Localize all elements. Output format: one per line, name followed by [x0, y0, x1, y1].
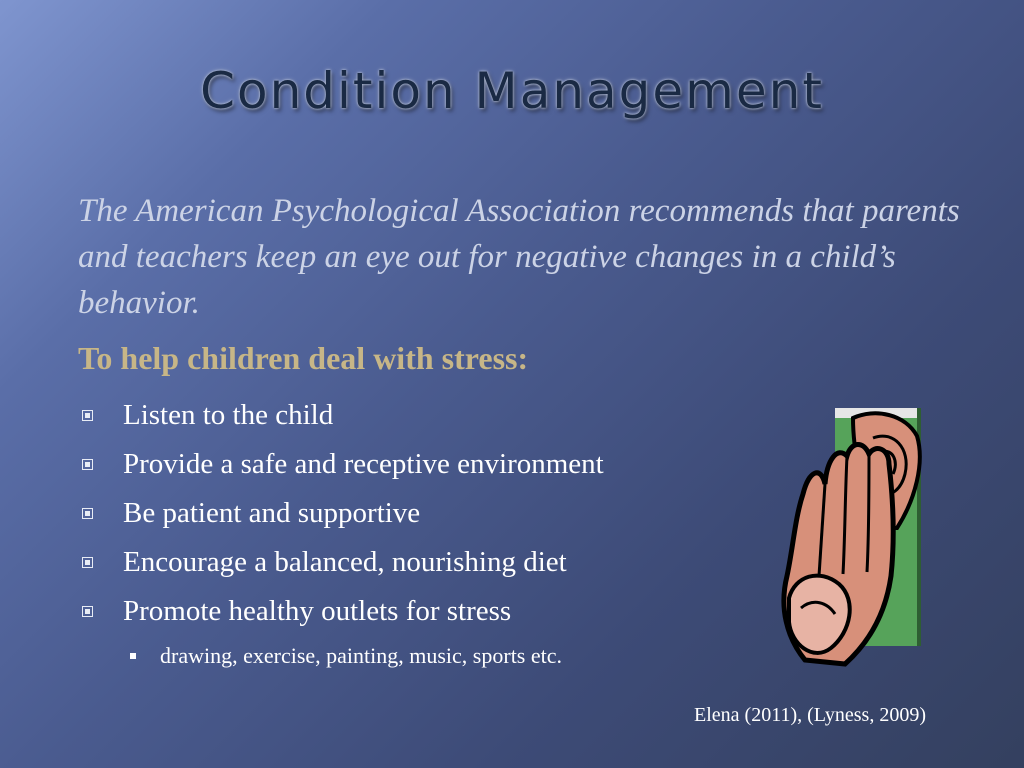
small-square-bullet-icon [130, 653, 136, 659]
bullet-text: Encourage a balanced, nourishing diet [123, 546, 567, 578]
subheading: To help children deal with stress: [78, 340, 529, 376]
sub-bullet-text: drawing, exercise, painting, music, sports etc. [160, 643, 563, 668]
hand-to-ear-icon [765, 408, 925, 670]
sub-bullet-list [128, 641, 562, 671]
bullet-item [78, 441, 604, 490]
square-bullet-icon [82, 557, 93, 568]
sub-bullet-item [128, 641, 562, 671]
bullet-text: Promote healthy outlets for stress [123, 595, 512, 627]
bullet-item [78, 588, 604, 637]
citation: Elena (2011), (Lyness, 2009) [694, 704, 926, 726]
bullet-text: Be patient and supportive [123, 497, 421, 529]
bullet-list [78, 392, 604, 637]
slide-title: Condition Management [200, 62, 824, 120]
bullet-item [78, 490, 604, 539]
square-bullet-icon [82, 606, 93, 617]
square-bullet-icon [82, 459, 93, 470]
intro-paragraph: The American Psychological Association recommends that parents and teachers keep an eye out for negative changes in a child’s behavior. [78, 193, 960, 321]
square-bullet-icon [82, 508, 93, 519]
bullet-text: Listen to the child [123, 399, 334, 431]
square-bullet-icon [82, 410, 93, 421]
bullet-item [78, 392, 604, 441]
bullet-item [78, 539, 604, 588]
bullet-text: Provide a safe and receptive environment [123, 448, 604, 480]
